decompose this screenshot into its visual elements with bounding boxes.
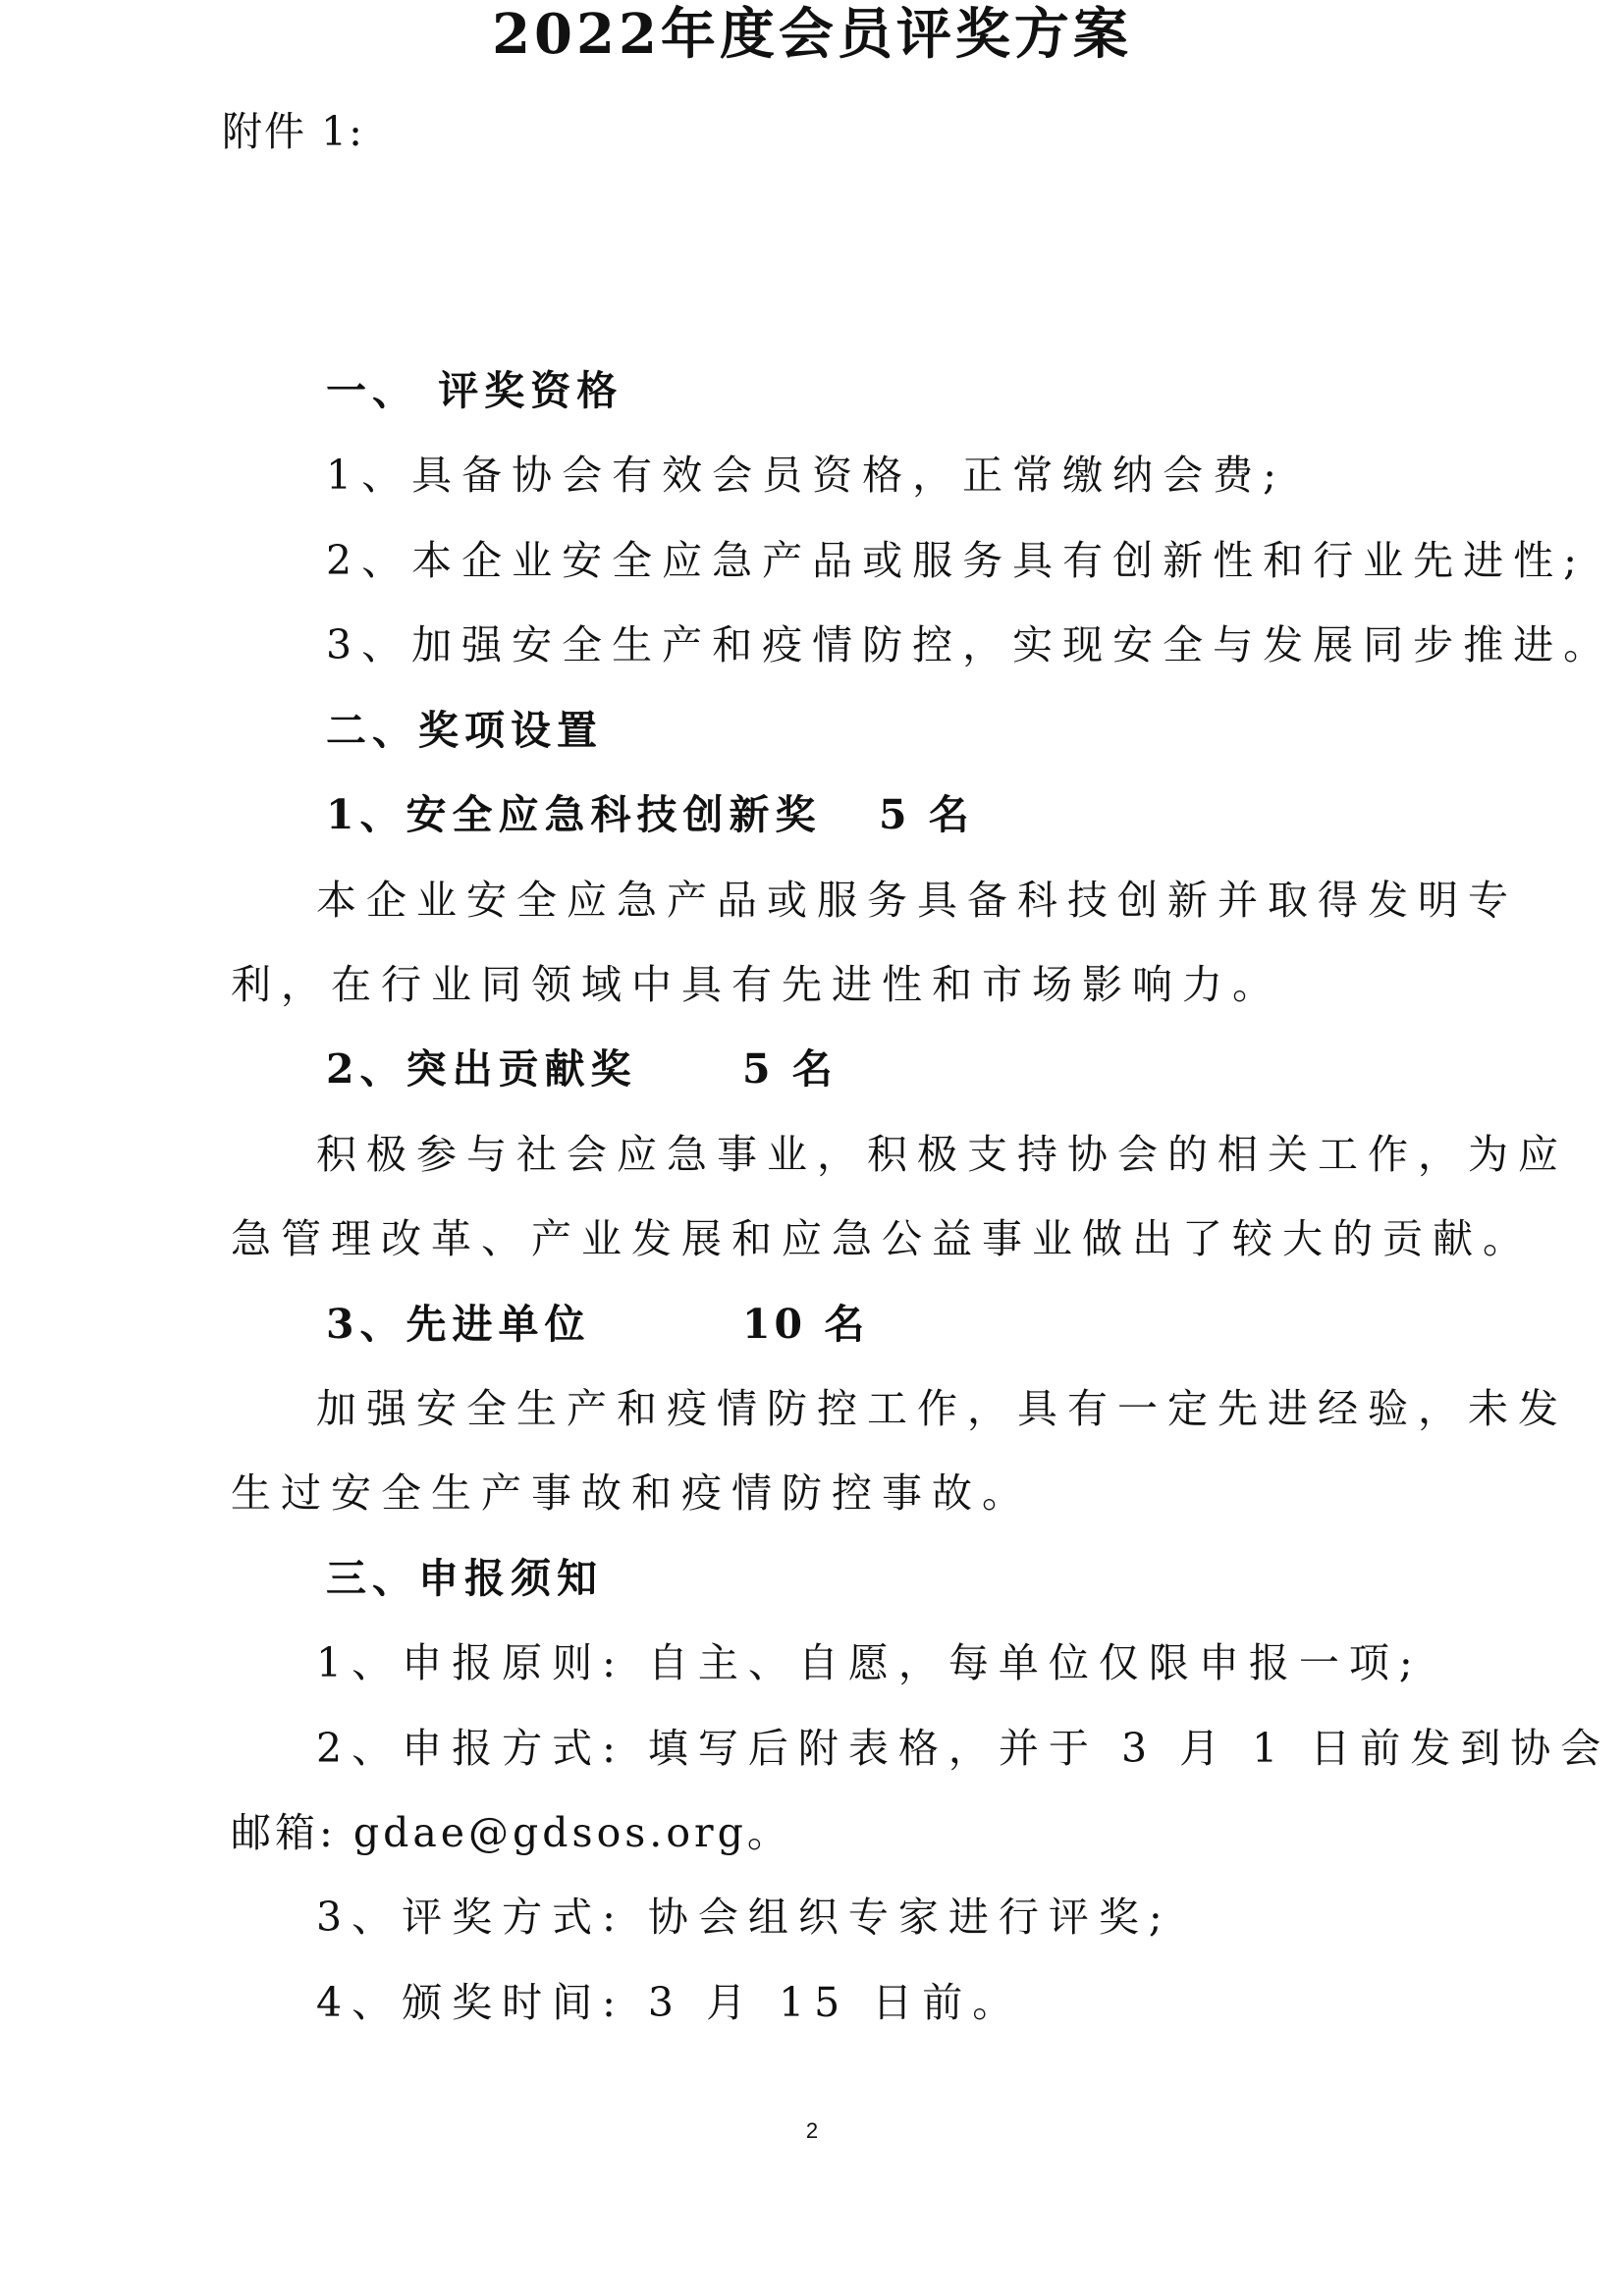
application-item: 2、申报方式: 填写后附表格，并于 3 月 1 日前发到协会 — [316, 1725, 1611, 1772]
section-heading-application: 三、申报须知 — [326, 1555, 603, 1602]
page-number: 2 — [805, 2118, 819, 2143]
award-title: 3、先进单位 — [326, 1301, 591, 1348]
award-count: 5 名 — [742, 1045, 837, 1093]
application-item: 4、颁奖时间: 3 月 15 日前。 — [316, 1979, 1023, 2026]
award-count: 5 名 — [879, 791, 973, 838]
award-description-line: 急管理改革、产业发展和应急公益事业做出了较大的贡献。 — [231, 1215, 1533, 1262]
award-description-line: 积极参与社会应急事业，积极支持协会的相关工作，为应 — [316, 1131, 1568, 1178]
eligibility-item: 2、本企业安全应急产品或服务具有创新性和行业先进性; — [326, 537, 1587, 584]
award-description-line: 加强安全生产和疫情防控工作，具有一定先进经验，未发 — [316, 1385, 1568, 1432]
award-count: 10 名 — [742, 1301, 869, 1348]
award-title: 1、安全应急科技创新奖 — [326, 791, 822, 838]
award-description-line: 利，在行业同领域中具有先进性和市场影响力。 — [231, 961, 1282, 1008]
award-description-line: 本企业安全应急产品或服务具备科技创新并取得发明专 — [316, 877, 1518, 924]
application-email-line: 邮箱: gdae@gdsos.org。 — [231, 1809, 791, 1856]
eligibility-item: 3、加强安全生产和疫情防控，实现安全与发展同步推进。 — [326, 621, 1614, 668]
attachment-label: 附件 1: — [222, 108, 364, 155]
eligibility-item: 1、具备协会有效会员资格，正常缴纳会费; — [326, 452, 1286, 499]
application-item: 3、评奖方式: 协会组织专家进行评奖; — [316, 1894, 1172, 1941]
award-description-line: 生过安全生产事故和疫情防控事故。 — [231, 1469, 1032, 1517]
award-title: 2、突出贡献奖 — [326, 1045, 637, 1093]
section-heading-awards: 二、奖项设置 — [326, 707, 603, 754]
document-title: 2022年度会员评奖方案 — [492, 2, 1132, 67]
section-heading-eligibility: 一、 评奖资格 — [326, 367, 623, 414]
application-item: 1、申报原则: 自主、自愿，每单位仅限申报一项; — [316, 1639, 1423, 1686]
